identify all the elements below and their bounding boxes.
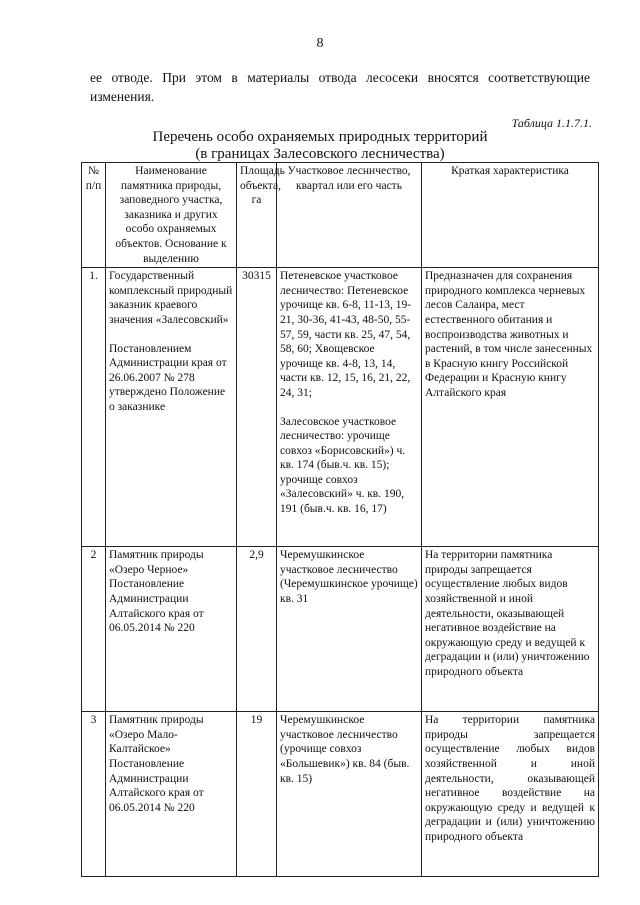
row-1-location	[277, 268, 422, 547]
table-title-line-2: (в границах Залесовского лесничества)	[195, 146, 445, 162]
row-1-name-basis: Постановлением Администрации края от 26.06.2007 № 278 утверждено Положение о заказнике	[109, 342, 227, 413]
row-1-location-zalesovskoe: Залесовское участковое лесничество: урочище совхоз «Борисовский») ч. кв. 174 (быв.ч. кв. 15); урочище совхоз «Залесовский» ч. кв. 190, 191 (быв.ч. кв. 16, 17)	[280, 415, 406, 516]
row-3-characteristic: На территории памятника природы запрещается осуществление любых видов хозяйственной и иной деятельности, оказывающей негативное воздействие на окружающую среду и ведущей к деградации и (или) уничтожению природного объекта	[422, 712, 599, 877]
header-characteristic: Краткая характеристика	[422, 163, 599, 268]
header-num: № п/п	[82, 163, 106, 268]
table-row	[82, 712, 599, 877]
row-1-name-title: Государственный комплексный природный заказник краевого значения «Залесовский»	[109, 270, 233, 326]
row-2-location: Черемушкинское участковое лесничество (Черемушкинское урочище) кв. 31	[277, 547, 422, 712]
table-caption: Таблица 1.1.7.1.	[511, 116, 592, 130]
table-row	[82, 268, 599, 547]
table-row	[82, 547, 599, 712]
row-2-characteristic: На территории памятника природы запрещается осуществление любых видов хозяйственной и иной деятельности, оказывающей негативное воздействие на окружающую среду и ведущей к деградации и (или) уничтожению природного объекта	[422, 547, 599, 712]
row-3-location: Черемушкинское участковое лесничество (урочище совхоз «Большевик») кв. 84 (быв. кв. 15)	[277, 712, 422, 877]
row-1-num: 1.	[82, 268, 106, 547]
row-3-name: Памятник природы «Озеро Мало-Калтайское» Постановление Администрации Алтайского края от 06.05.2014 № 220	[106, 712, 237, 877]
page-number: 8	[316, 36, 324, 51]
row-1-characteristic: Предназначен для сохранения природного комплекса черневых лесов Салаира, мест естественного обитания и воспроизводства животных и растений, в том числе занесенных в Красную книгу Российской Федерации и Красную книгу Алтайского края	[422, 268, 599, 547]
table-title-line-1: Перечень особо охраняемых природных территорий	[152, 129, 488, 145]
row-1-name	[106, 268, 237, 547]
header-area: Площадь объекта, га	[237, 163, 277, 268]
row-1-area: 30315	[237, 268, 277, 547]
header-name: Наименование памятника природы, заповедного участка, заказника и других особо охраняемых объектов. Основание к выделению	[106, 163, 237, 268]
row-3-area: 19	[237, 712, 277, 877]
row-2-name: Памятник природы «Озеро Черное» Постановление Администрации Алтайского края от 06.05.2014 № 220	[106, 547, 237, 712]
row-1-location-petenevskoe: Петеневское участковое лесничество: Петеневское урочище кв. 6-8, 11-13, 19-21, 30-36, 41-43, 48-50, 55-57, 59, части кв. 25, 47, 54, 58, 60; Хвощевское урочище кв. 4-8, 13, 14, части кв. 12, 15, 16, 21, 22, 24, 31;	[280, 270, 412, 399]
row-2-area: 2,9	[237, 547, 277, 712]
row-3-num: 3	[82, 712, 106, 877]
header-location: Участковое лесничество, квартал или его часть	[277, 163, 422, 268]
protected-areas-table	[81, 162, 599, 877]
row-2-num: 2	[82, 547, 106, 712]
intro-paragraph: ее отводе. При этом в материалы отвода лесосеки вносятся соответствующие изменения.	[90, 70, 590, 104]
table-header-row	[82, 163, 599, 268]
